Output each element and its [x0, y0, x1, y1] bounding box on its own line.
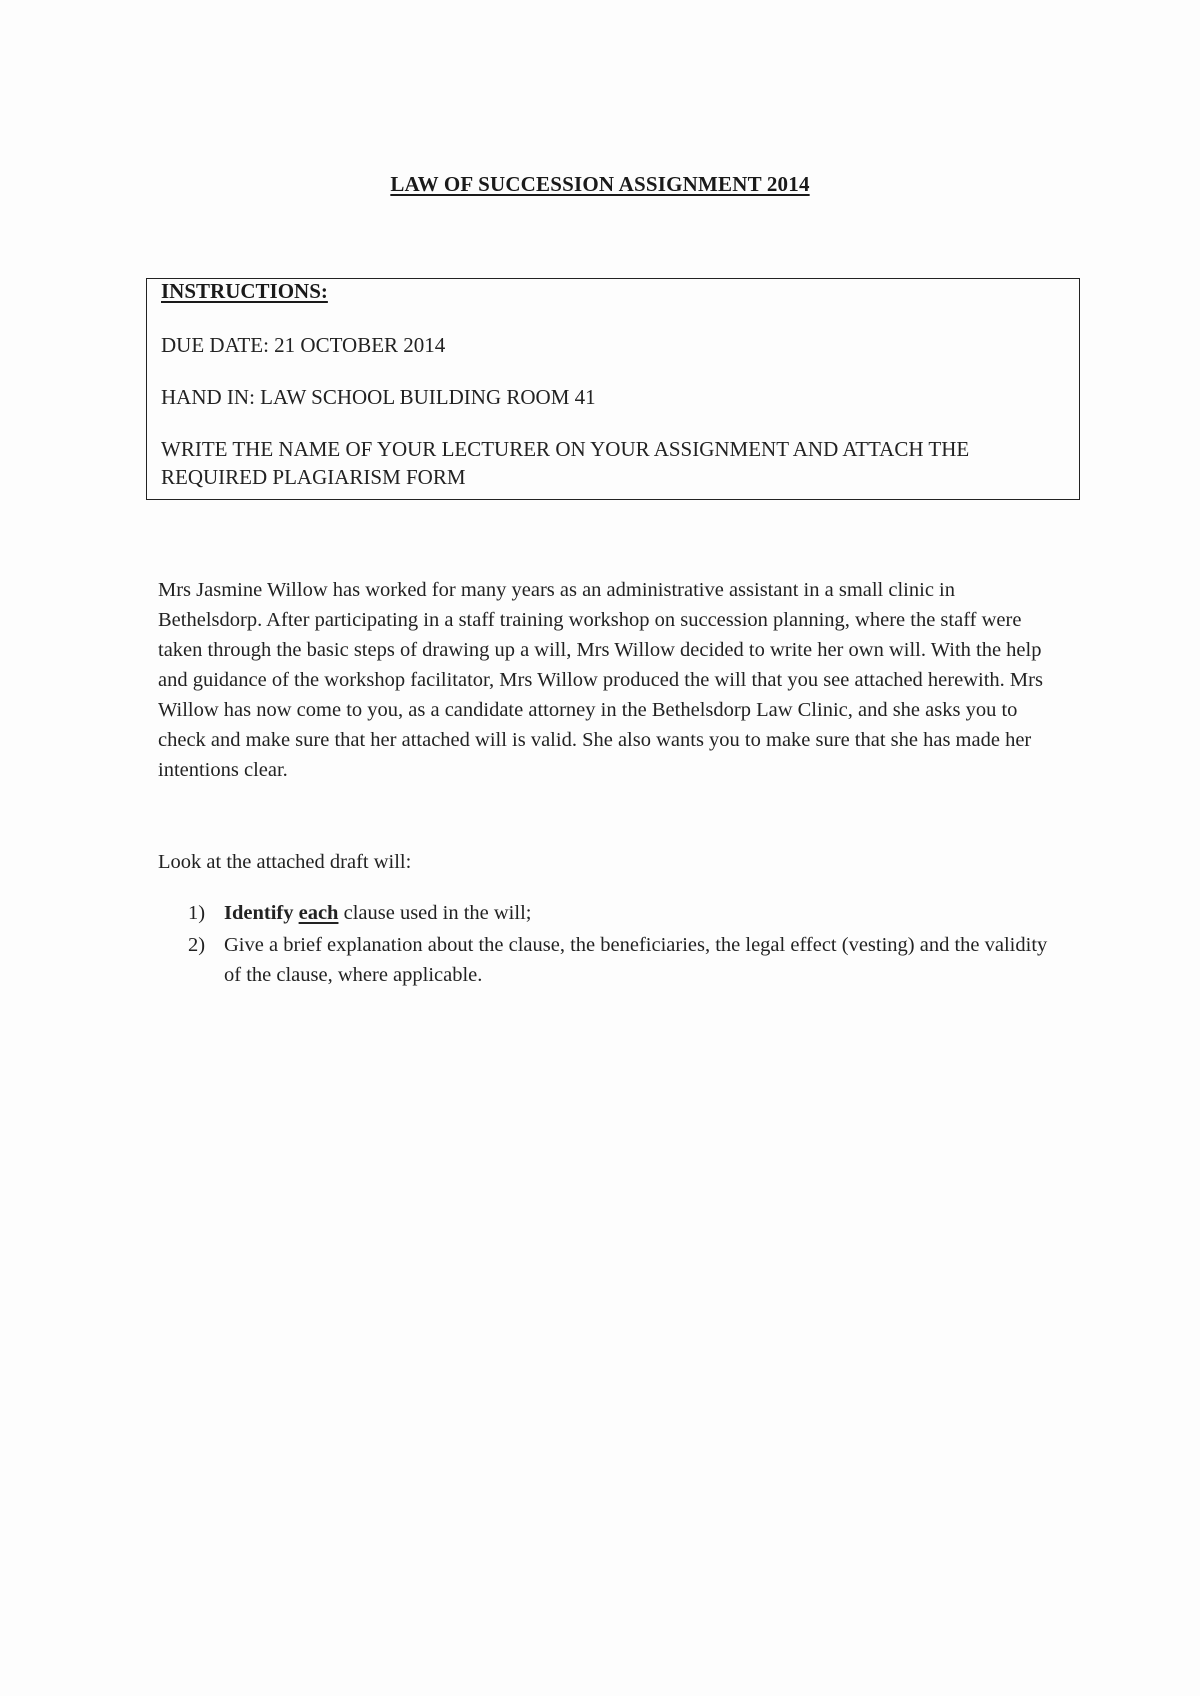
task-list [158, 898, 1063, 992]
task-text: clause used in the will; [343, 902, 532, 924]
task-item [158, 898, 1063, 928]
task-emphasis-word: each [298, 902, 339, 924]
instructions-heading: INSTRUCTIONS: [161, 279, 328, 303]
task-number: 1) [188, 902, 206, 924]
hand-in-text: HAND IN: LAW SCHOOL BUILDING ROOM 41 [161, 385, 596, 409]
task-text: Give a brief explanation about the clause, the beneficiaries, the legal effect (vesting) and the validity of the clause, where applicable. [224, 934, 1048, 986]
instructions-box [146, 278, 1080, 500]
task-bold-word: Identify [224, 902, 294, 924]
document-title: LAW OF SUCCESSION ASSIGNMENT 2014 [390, 172, 810, 196]
task-number: 2) [188, 934, 206, 956]
due-date-text: DUE DATE: 21 OCTOBER 2014 [161, 333, 446, 357]
task-lead-text: Look at the attached draft will: [158, 851, 412, 873]
lecturer-name-instruction: WRITE THE NAME OF YOUR LECTURER ON YOUR ASSIGNMENT AND ATTACH THE REQUIRED PLAGIARISM FORM [161, 437, 970, 489]
task-item [158, 930, 1063, 990]
scenario-paragraph: Mrs Jasmine Willow has worked for many years as an administrative assistant in a small clinic in Bethelsdorp. After participating in a staff training workshop on succession planning, where the staff were taken through the basic steps of drawing up a will, Mrs Willow decided to write her own will. With the help and guidance of the workshop facilitator, Mrs Willow produced the will that you see attached herewith. Mrs Willow has now come to you, as a candidate attorney in the Bethelsdorp Law Clinic, and she asks you to check and make sure that her attached will is valid. She also wants you to make sure that she has made her intentions clear. [158, 579, 1043, 781]
